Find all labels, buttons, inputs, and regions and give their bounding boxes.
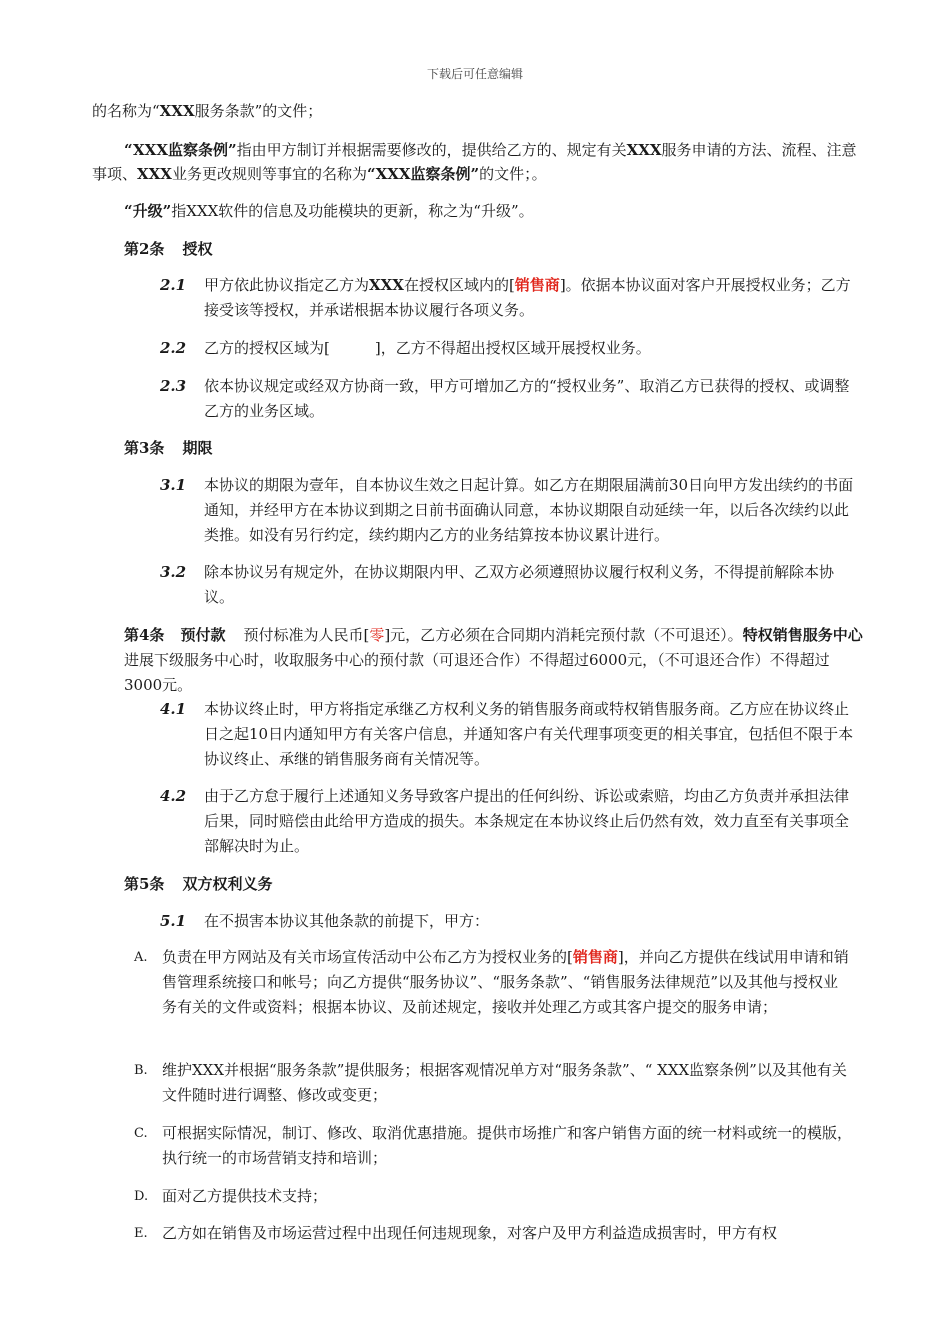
page-header: 下载后可任意编辑 (426, 67, 523, 81)
article-4-prepayment: 第4条 预付款 预付标准为人民币[零]元，乙方必须在合同期内消耗完预付款（不可退还）。特权销售服务中心进展下级服务中心时，收取服务中心的预付款（可退还合作）不得超过6000元，（不可退还合作）不得超过3000元。 (124, 626, 863, 694)
list-item-e: E. 乙方如在销售及市场运营过程中出现任何违规现象，对客户及甲方利益造成损害时，甲方有权 (134, 1224, 778, 1242)
paragraph-monitor-definition: “XXX监察条例”指由甲方制订并根据需要修改的，提供给乙方的、规定有关XXX服务申请的方法、流程、注意事项、XXX业务更改规则等事宜的名称为“XXX监察条例”的文件；。 (92, 141, 857, 183)
article-2-heading: 第2条 授权 (124, 240, 213, 258)
clause-5-1: 5.1 在不损害本协议其他条款的前提下，甲方： (160, 912, 490, 930)
clause-2-3: 2.3 依本协议规定或经双方协商一致，甲方可增加乙方的“授权业务”、取消乙方已获得的授权、或调整乙方的业务区域。 (160, 377, 850, 420)
clause-3-2: 3.2 除本协议另有规定外，在协议期限内甲、乙双方必须遵照协议履行权利义务，不得提前解除本协议。 (160, 563, 835, 606)
clause-2-2: 2.2 乙方的授权区域为[ ]，乙方不得超出授权区域开展授权业务。 (160, 339, 651, 357)
clause-2-1: 2.1 甲方依此协议指定乙方为XXX在授权区域内的[销售商]。依据本协议面对客户开展授权业务；乙方接受该等授权，并承诺根据本协议履行各项义务。 (160, 276, 851, 319)
list-item-b: B. 维护XXX并根据“服务条款”提供服务；根据客观情况单方对“服务条款”、“ XXX监察条例”以及其他有关文件随时进行调整、修改或变更； (134, 1061, 847, 1104)
article-5-heading: 第5条 双方权利义务 (124, 875, 273, 893)
list-item-d: D. 面对乙方提供技术支持； (134, 1187, 328, 1205)
paragraph-upgrade-definition: “升级”指XXX软件的信息及功能模块的更新，称之为“升级”。 (124, 202, 534, 220)
clause-4-1: 4.1 本协议终止时，甲方将指定承继乙方权利义务的销售服务商或特权销售服务商。乙方应在协议终止日之起10日内通知甲方有关客户信息，并通知客户有关代理事项变更的相关事宜，包括但不限于本协议终止、承继的销售服务商有关情况等。 (160, 700, 854, 768)
list-item-c: C. 可根据实际情况，制订、修改、取消优惠措施。提供市场推广和客户销售方面的统一材料或统一的模版，执行统一的市场营销支持和培训； (134, 1124, 853, 1167)
clause-4-2: 4.2 由于乙方怠于履行上述通知义务导致客户提出的任何纠纷、诉讼或索赔，均由乙方负责并承担法律后果，同时赔偿由此给甲方造成的损失。本条规定在本协议终止后仍然有效，效力直至有关事项全部解决时为止。 (160, 787, 850, 855)
paragraph-name-definition: 的名称为“XXX服务条款”的文件； (92, 102, 323, 120)
clause-3-1: 3.1 本协议的期限为壹年，自本协议生效之日起计算。如乙方在期限届满前30日向甲方发出续约的书面通知，并经甲方在本协议到期之日前书面确认同意，本协议期限自动延续一年，以后各次续约以此类推。如没有另行约定，续约期内乙方的业务结算按本协议累计进行。 (160, 476, 854, 544)
list-item-a: A. 负责在甲方网站及有关市场宣传活动中公布乙方为授权业务的[销售商]，并向乙方提供在线试用申请和销售管理系统接口和帐号；向乙方提供“服务协议”、“服务条款”、“销售服务法律规范”以及其他与授权业务有关的文件或资料；根据本协议、及前述规定，接收并处理乙方或其客户提交的服务申请； (134, 948, 849, 1016)
article-3-heading: 第3条 期限 (124, 439, 213, 457)
